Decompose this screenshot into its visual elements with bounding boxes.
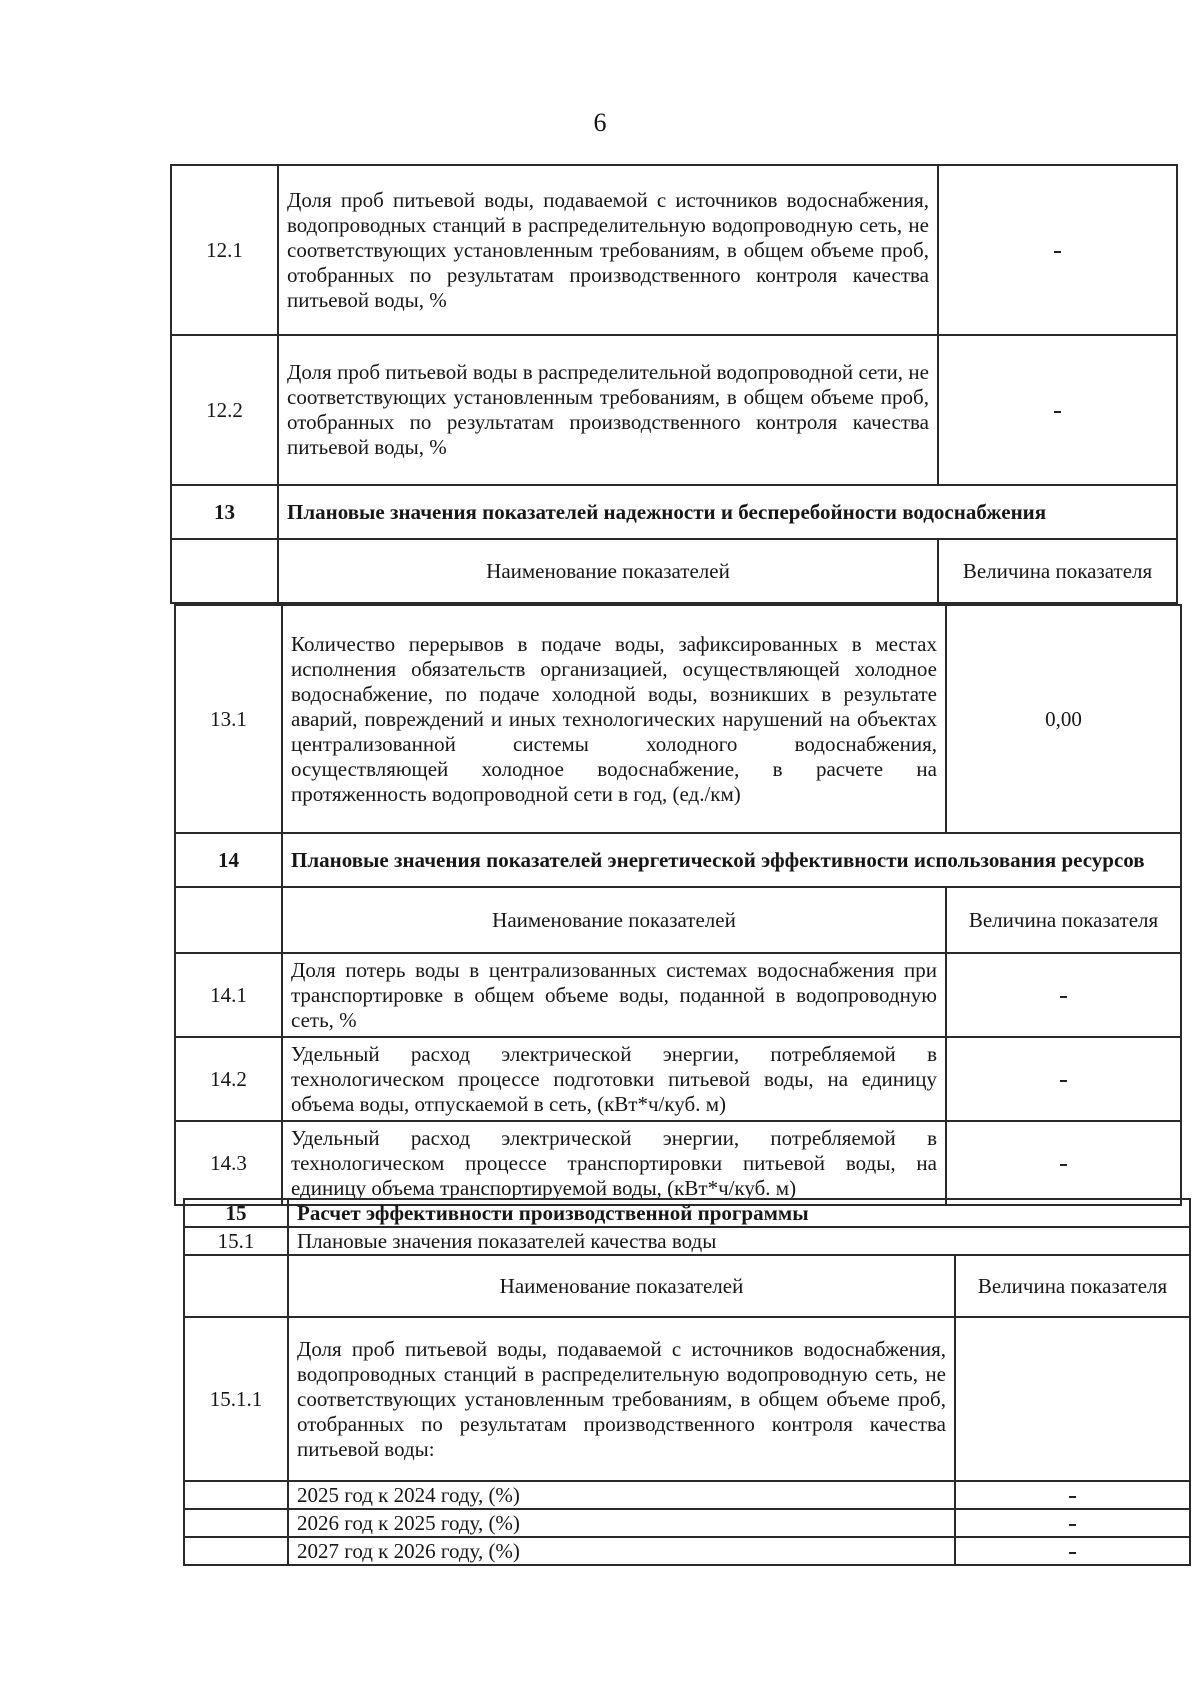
- table-row: [184, 1317, 1190, 1481]
- table-row: [171, 165, 1177, 335]
- section-number: 14: [175, 833, 282, 887]
- dash-mark: [1069, 1524, 1076, 1526]
- dash-mark: [1060, 1164, 1067, 1166]
- subsection-title: Плановые значения показателей качества воды: [288, 1227, 1190, 1255]
- empty-cell: [184, 1255, 288, 1317]
- table-row: [175, 605, 1181, 833]
- year-label: 2027 год к 2026 году, (%): [288, 1537, 955, 1565]
- table-row: [184, 1509, 1190, 1537]
- indicator-value: [938, 335, 1177, 485]
- indicator-name: Удельный расход электрической энергии, потребляемой в технологическом процессе подготовки питьевой воды, на единицу объема воды, отпускаемой в сеть, (кВт*ч/куб. м): [282, 1037, 946, 1121]
- indicators-table-part-3: [183, 1198, 1191, 1566]
- table-row: [184, 1537, 1190, 1565]
- indicators-table-part-2: [174, 604, 1182, 1206]
- section-row: [175, 833, 1181, 887]
- section-number: 13: [171, 485, 278, 539]
- indicators-table-part-1: [170, 164, 1178, 604]
- empty-cell: [175, 887, 282, 953]
- indicator-name: Доля потерь воды в централизованных системах водоснабжения при транспортировке в общем объеме воды, поданной в водопроводную сеть, %: [282, 953, 946, 1037]
- empty-cell: [171, 539, 278, 603]
- indicator-name: Доля проб питьевой воды в распределительной водопроводной сети, не соответствующих установленным требованиям, в общем объеме проб, отобранных по результатам производственного контроля качества питьевой воды, %: [278, 335, 938, 485]
- dash-mark: [1054, 411, 1061, 413]
- table-row: [184, 1481, 1190, 1509]
- row-number: 12.2: [171, 335, 278, 485]
- subsection-row: [184, 1227, 1190, 1255]
- row-number: 14.3: [175, 1121, 282, 1205]
- indicator-name: Доля проб питьевой воды, подаваемой с источников водоснабжения, водопроводных станций в распределительную водопроводную сеть, не соответствующих установленным требованиям, в общем объеме проб, отобранных по результатам производственного контроля качества питьевой воды, %: [278, 165, 938, 335]
- column-header-value: Величина показателя: [946, 887, 1181, 953]
- table-row: [171, 335, 1177, 485]
- dash-mark: [1060, 1080, 1067, 1082]
- dash-mark: [1054, 251, 1061, 253]
- indicator-value: [946, 1121, 1181, 1205]
- column-header-name: Наименование показателей: [282, 887, 946, 953]
- table-header-row: [171, 539, 1177, 603]
- empty-cell: [955, 1317, 1190, 1481]
- table-row: [175, 1121, 1181, 1205]
- table-header-row: [175, 887, 1181, 953]
- dash-mark: [1069, 1552, 1076, 1554]
- column-header-name: Наименование показателей: [288, 1255, 955, 1317]
- section-row: [171, 485, 1177, 539]
- column-header-value: Величина показателя: [938, 539, 1177, 603]
- column-header-value: Величина показателя: [955, 1255, 1190, 1317]
- section-row: [184, 1199, 1190, 1227]
- section-number: 15: [184, 1199, 288, 1227]
- column-header-name: Наименование показателей: [278, 539, 938, 603]
- indicator-value: 0,00: [946, 605, 1181, 833]
- indicator-value: [955, 1509, 1190, 1537]
- table-header-row: [184, 1255, 1190, 1317]
- indicator-value: [955, 1537, 1190, 1565]
- indicator-name: Количество перерывов в подаче воды, зафиксированных в местах исполнения обязательств организацией, осуществляющей холодное водоснабжение, по подаче холодной воды, возникших в результате аварий, повреждений и иных технологических нарушений на объектах централизованной системы холодного водоснабжения, осуществляющей холодное водоснабжение, в расчете на протяженность водопроводной сети в год, (ед./км): [282, 605, 946, 833]
- empty-cell: [184, 1509, 288, 1537]
- empty-cell: [184, 1481, 288, 1509]
- row-number: 14.1: [175, 953, 282, 1037]
- empty-cell: [184, 1537, 288, 1565]
- indicator-value: [938, 165, 1177, 335]
- indicator-value: [946, 953, 1181, 1037]
- page-number: 6: [593, 108, 607, 137]
- indicator-value: [955, 1481, 1190, 1509]
- row-number: 15.1.1: [184, 1317, 288, 1481]
- table-row: [175, 1037, 1181, 1121]
- section-title: Плановые значения показателей надежности и бесперебойности водоснабжения: [278, 485, 1177, 539]
- year-label: 2025 год к 2024 году, (%): [288, 1481, 955, 1509]
- dash-mark: [1069, 1496, 1076, 1498]
- row-number: 12.1: [171, 165, 278, 335]
- section-title: Расчет эффективности производственной программы: [288, 1199, 1190, 1227]
- indicator-value: [946, 1037, 1181, 1121]
- dash-mark: [1060, 996, 1067, 998]
- year-label: 2026 год к 2025 году, (%): [288, 1509, 955, 1537]
- indicator-name: Доля проб питьевой воды, подаваемой с источников водоснабжения, водопроводных станций в распределительную водопроводную сеть, не соответствующих установленным требованиям, в общем объеме проб, отобранных по результатам производственного контроля качества питьевой воды:: [288, 1317, 955, 1481]
- indicator-name: Удельный расход электрической энергии, потребляемой в технологическом процессе транспортировки питьевой воды, на единицу объема транспортируемой воды, (кВт*ч/куб. м): [282, 1121, 946, 1205]
- row-number: 13.1: [175, 605, 282, 833]
- section-title: Плановые значения показателей энергетической эффективности использования ресурсов: [282, 833, 1181, 887]
- table-row: [175, 953, 1181, 1037]
- row-number: 15.1: [184, 1227, 288, 1255]
- row-number: 14.2: [175, 1037, 282, 1121]
